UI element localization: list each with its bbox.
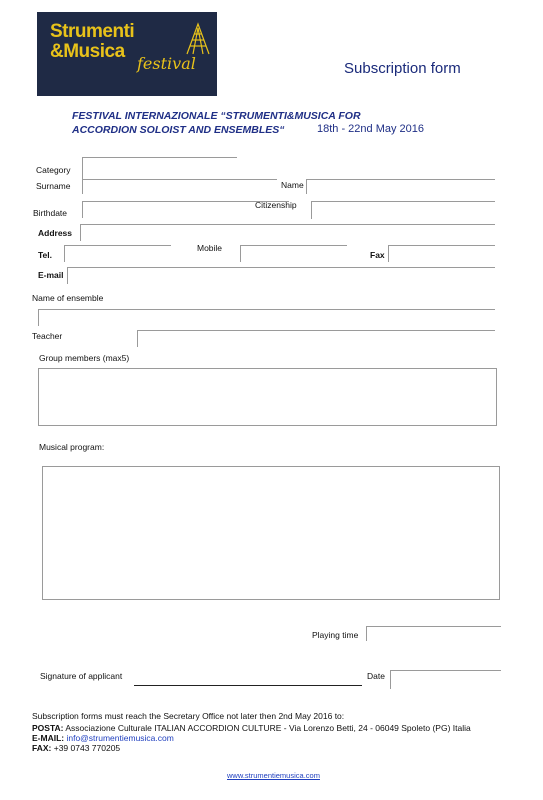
email-field[interactable] bbox=[67, 267, 495, 284]
email-contact-label: E-MAIL: bbox=[32, 733, 65, 743]
logo-text-festival: festival bbox=[137, 54, 196, 73]
musical-program-field[interactable] bbox=[42, 466, 500, 600]
signature-line[interactable] bbox=[134, 685, 362, 686]
date-field[interactable] bbox=[390, 670, 501, 689]
tel-field[interactable] bbox=[64, 245, 171, 262]
group-members-label: Group members (max5) bbox=[39, 353, 130, 363]
address-label: Address bbox=[38, 228, 73, 238]
category-label: Category bbox=[36, 165, 71, 175]
deadline-note: Subscription forms must reach the Secretary Office not later then 2nd May 2016 to: bbox=[32, 711, 345, 721]
fax-contact-label: FAX: bbox=[32, 743, 52, 753]
surname-field[interactable] bbox=[82, 179, 277, 194]
category-field[interactable] bbox=[82, 157, 237, 180]
playing-time-label: Playing time bbox=[312, 630, 359, 640]
fax-label: Fax bbox=[370, 250, 385, 260]
posta-label: POSTA: bbox=[32, 723, 64, 733]
accordion-icon bbox=[185, 20, 211, 56]
teacher-label: Teacher bbox=[32, 331, 63, 341]
address-field[interactable] bbox=[80, 224, 495, 241]
festival-title-line2: ACCORDION SOLOIST AND ENSEMBLES“ bbox=[72, 124, 285, 136]
group-members-field[interactable] bbox=[38, 368, 497, 426]
ensemble-field[interactable] bbox=[38, 309, 495, 326]
tel-label: Tel. bbox=[38, 250, 53, 260]
festival-dates: 18th - 22nd May 2016 bbox=[317, 123, 425, 135]
festival-title-line1: FESTIVAL INTERNAZIONALE “STRUMENTI&MUSICA FOR bbox=[72, 110, 361, 122]
fax-contact-value: +39 0743 770205 bbox=[51, 743, 121, 753]
citizenship-label: Citizenship bbox=[255, 200, 297, 210]
birthdate-label: Birthdate bbox=[33, 208, 68, 218]
website-link[interactable]: www.strumentiemusica.com bbox=[227, 771, 320, 780]
citizenship-field[interactable] bbox=[311, 201, 495, 219]
playing-time-field[interactable] bbox=[366, 626, 501, 641]
email-contact-value[interactable]: info@strumentiemusica.com bbox=[64, 733, 174, 743]
fax-line bbox=[32, 743, 120, 754]
signature-label: Signature of applicant bbox=[40, 671, 123, 681]
teacher-field[interactable] bbox=[137, 330, 495, 347]
posta-address: Associazione Culturale ITALIAN ACCORDION CULTURE - Via Lorenzo Betti, 24 - 06049 Spoleto (PG) Italia bbox=[63, 723, 471, 733]
name-field[interactable] bbox=[306, 179, 495, 194]
form-title: Subscription form bbox=[344, 60, 461, 77]
ensemble-label: Name of ensemble bbox=[32, 293, 104, 303]
fax-field[interactable] bbox=[388, 245, 495, 262]
festival-logo bbox=[37, 12, 217, 96]
mobile-label: Mobile bbox=[197, 243, 223, 253]
email-label: E-mail bbox=[38, 270, 64, 280]
logo-text-musica: &Musica bbox=[50, 41, 125, 62]
date-label: Date bbox=[367, 671, 385, 681]
name-label: Name bbox=[281, 180, 304, 190]
logo-text-strumenti: Strumenti bbox=[50, 21, 135, 42]
mobile-field[interactable] bbox=[240, 245, 347, 262]
musical-program-label: Musical program: bbox=[39, 442, 105, 452]
surname-label: Surname bbox=[36, 181, 71, 191]
